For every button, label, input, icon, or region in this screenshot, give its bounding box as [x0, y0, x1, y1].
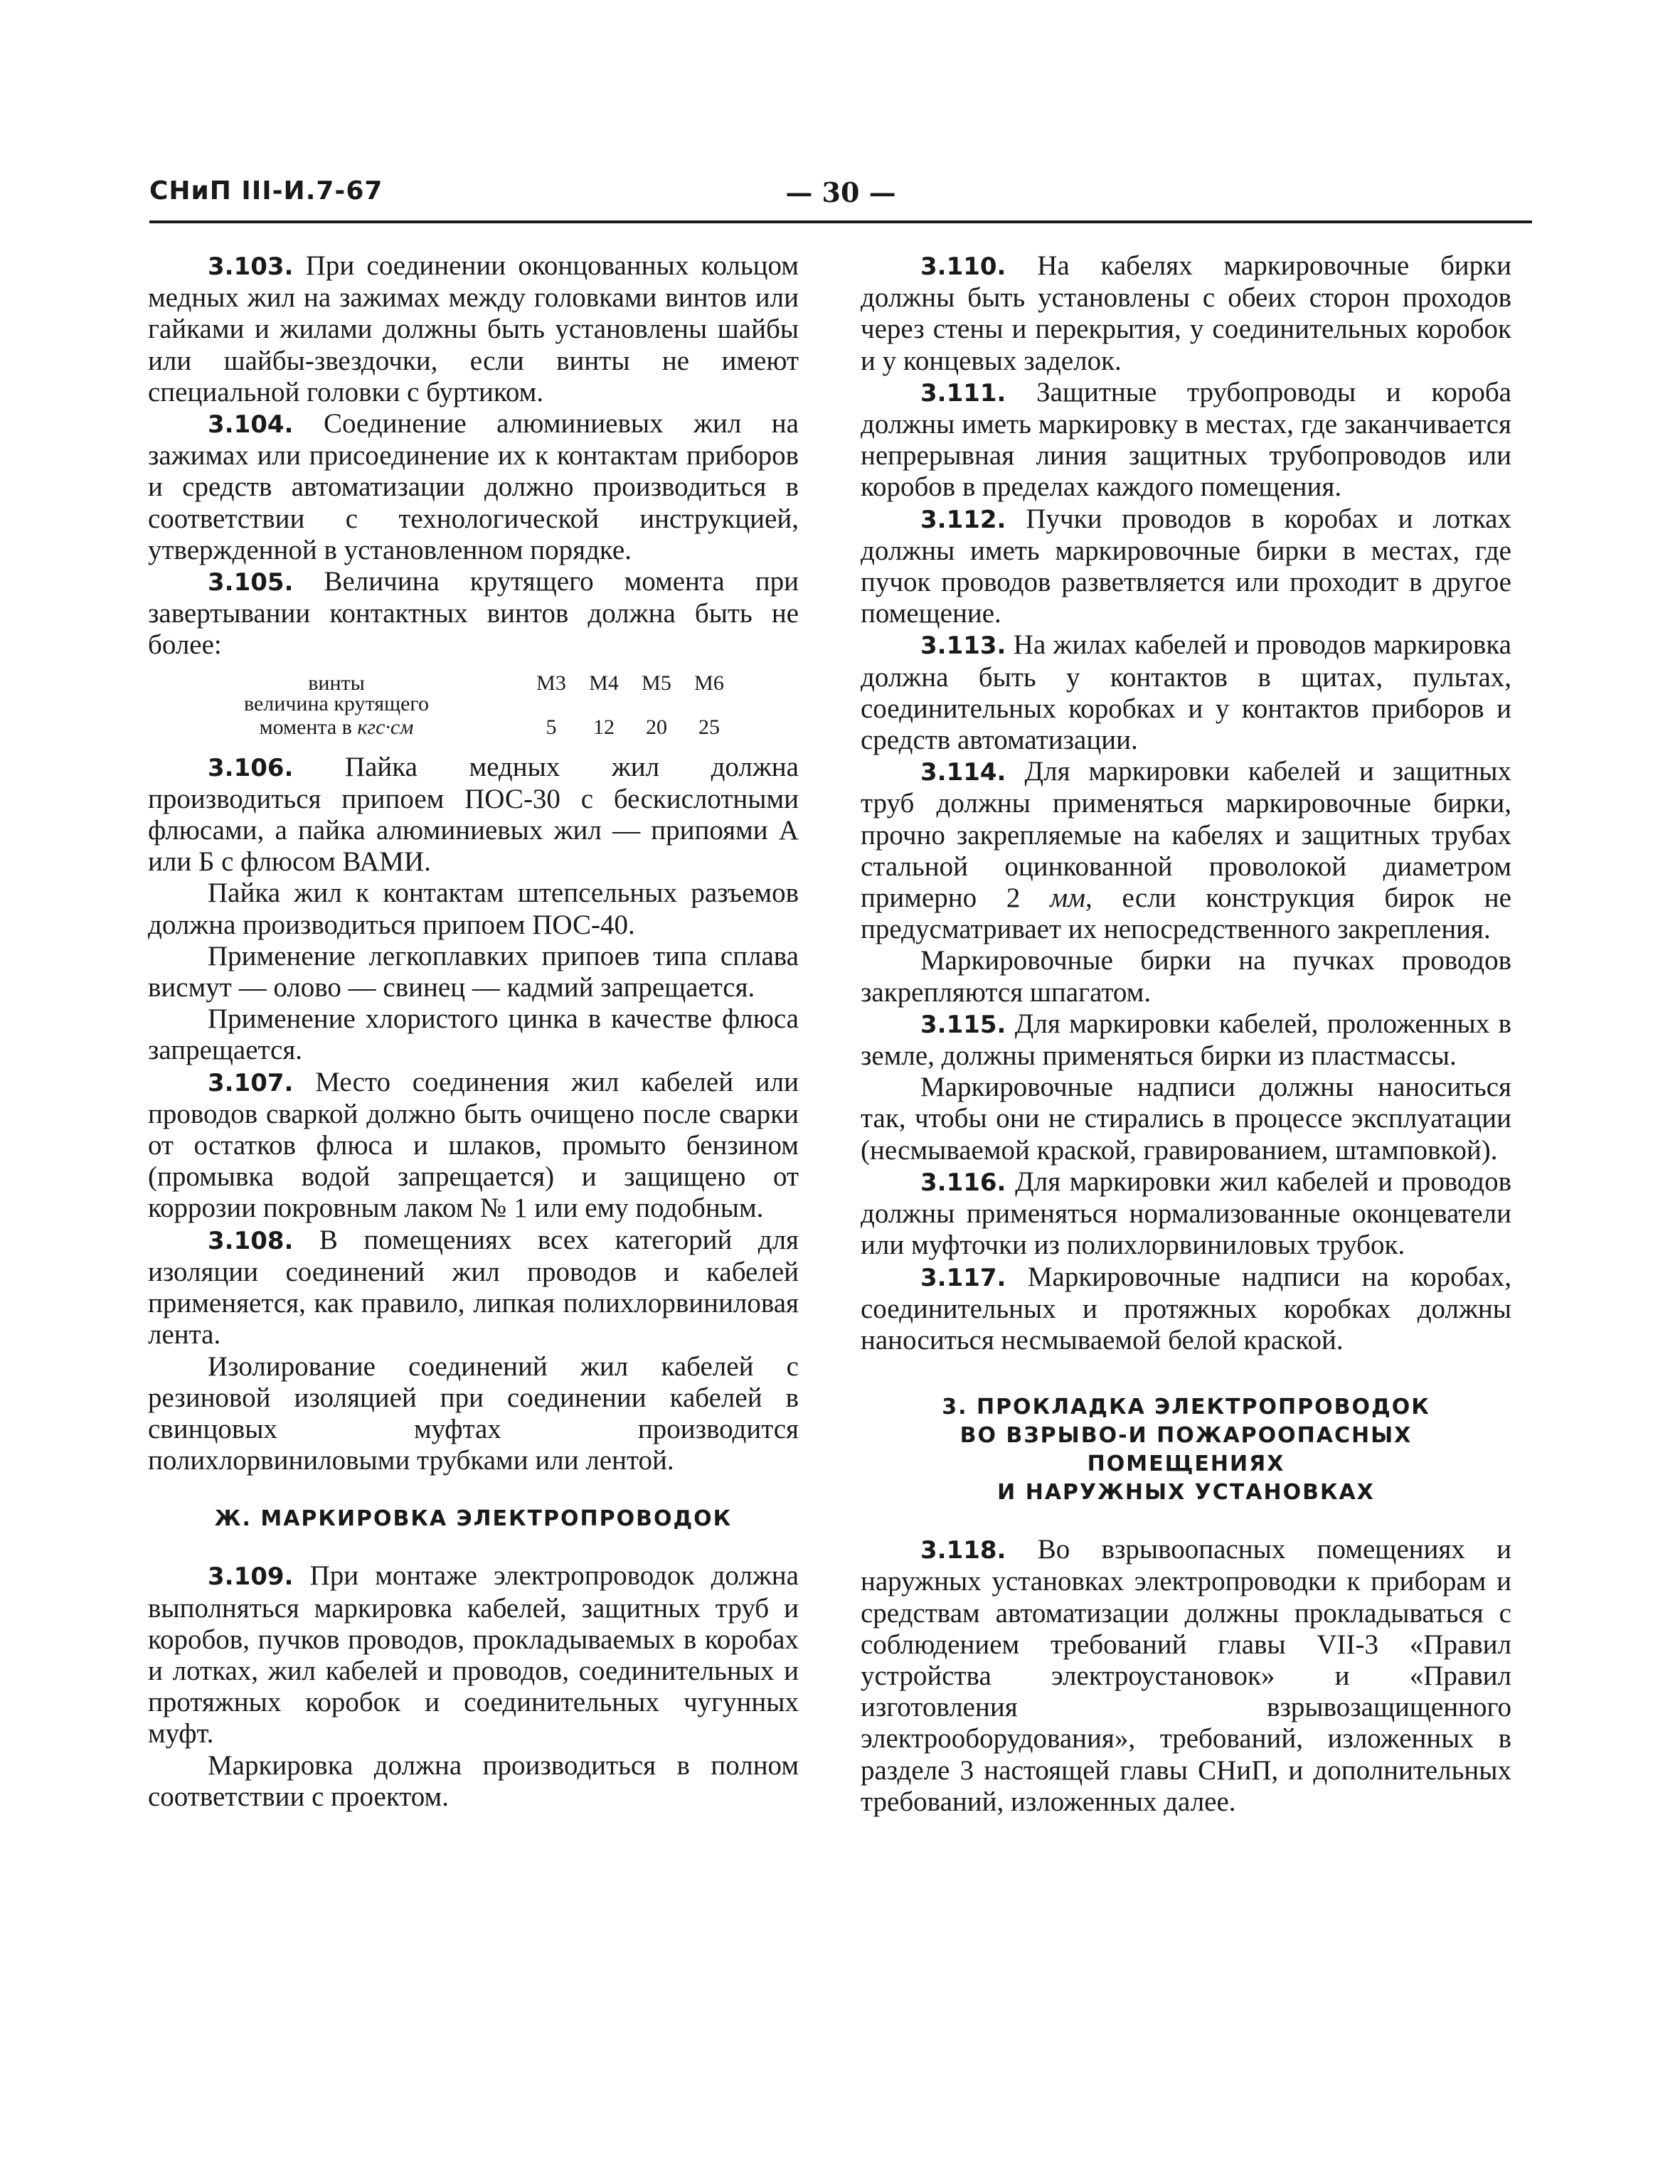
page-header: [149, 176, 1532, 223]
clause-number: 3.116.: [920, 1168, 1006, 1197]
clause-text: Защитные трубопроводы и короба должны иметь маркировку в местах, где заканчивается непрерывная линия защитных трубопроводов или коробов в пределах каждого помещения.: [861, 376, 1511, 503]
section-heading-line: И НАРУЖНЫХ УСТАНОВКАХ: [997, 1480, 1375, 1506]
clause-number: 3.118.: [920, 1536, 1006, 1565]
clause-number: 3.115.: [920, 1010, 1006, 1039]
clause-number: 3.109.: [208, 1562, 294, 1592]
clause-text: Величина крутящего момента при завертывании контактных винтов должна быть не более:: [148, 566, 799, 661]
clause-number: 3.117.: [920, 1263, 1006, 1292]
clause-text: Для маркировки жил кабелей и проводов должны применяться нормализованные оконцеватели или муфточки из полихлорвиниловых трубок.: [861, 1166, 1511, 1261]
screw-size: М5: [642, 671, 671, 695]
clause-3-112: [861, 504, 1511, 630]
clause-3-114: [861, 756, 1511, 945]
torque-label-line: величина крутящего: [243, 691, 429, 715]
clause-number: 3.110.: [920, 252, 1006, 281]
clause-text: На кабелях маркировочные бирки должны быть установлены с обеих сторон проходов через стены и перекрытия, у соединительных коробок и у концевых заделок.: [861, 250, 1511, 376]
clause-number: 3.114.: [920, 758, 1006, 787]
clause-text: Пайка медных жил должна производиться припоем ПОС-30 с бескислотными флюсами, а пайка алюминиевых жил — припоями А или Б с флюсом ВАМИ.: [148, 751, 799, 878]
torque-unit: кгс·см: [357, 715, 414, 739]
clause-text: Маркировочные надписи на коробах, соединительных и протяжных коробках должны наноситься несмываемой белой краской.: [861, 1261, 1511, 1355]
document-code: СНиП III-И.7-67: [149, 176, 383, 206]
clause-3-107: [148, 1067, 799, 1225]
clause-number: 3.104.: [208, 410, 294, 440]
clause-3-114-b: Маркировочные бирки на пучках проводов закрепляются шпагатом.: [861, 945, 1511, 1008]
screw-size: М3: [536, 671, 566, 695]
clause-number: 3.105.: [208, 568, 294, 597]
clause-number: 3.112.: [920, 505, 1006, 534]
torque-label-line: [148, 715, 525, 739]
clause-3-108: [148, 1225, 799, 1351]
clause-number: 3.111.: [920, 378, 1006, 407]
clause-text: На жилах кабелей и проводов маркировка должна быть у контактов в щитах, пультах, соединительных коробках и у контактов приборов и средств автоматизации.: [861, 629, 1511, 756]
clause-text: Во взрывоопасных помещениях и наружных установках электропроводки к приборам и средствам автоматизации должны прокладываться с соблюдением требований главы VII-3 «Правил устройства электроустановок» и «Правил изготовления взрывозащищенного электрооборудования», требований, изложенных в разделе 3 настоящей главы СНиП, и дополнительных требований, изложенных далее.: [861, 1534, 1511, 1817]
clause-3-109: [148, 1560, 799, 1749]
clause-3-106-d: Применение хлористого цинка в качестве флюса запрещается.: [148, 1003, 799, 1066]
clause-3-106-b: Пайка жил к контактам штепсельных разъемов должна производиться припоем ПОС-40.: [148, 878, 799, 940]
section-heading-zh: Ж. МАРКИРОВКА ЭЛЕКТРОПРОВОДОК: [214, 1506, 733, 1532]
torque-label-screws: винты: [308, 671, 365, 695]
section-heading-line: 3. ПРОКЛАДКА ЭЛЕКТРОПРОВОДОК: [942, 1395, 1430, 1420]
screw-size: М4: [589, 671, 619, 695]
section-heading-z: [861, 1393, 1511, 1507]
clause-number: 3.113.: [920, 632, 1006, 661]
torque-value: 5: [546, 715, 557, 739]
clause-3-115: [861, 1008, 1511, 1072]
clause-3-109-b: Маркировка должна производиться в полном соответствии с проектом.: [148, 1749, 799, 1812]
section-heading-line: ВО ВЗРЫВО-И ПОЖАРООПАСНЫХ ПОМЕЩЕНИЯХ: [959, 1423, 1413, 1477]
torque-label-text: момента в: [259, 715, 358, 739]
clause-3-105: [148, 566, 799, 661]
clause-3-115-b: Маркировочные надписи должны наноситься так, чтобы они не стирались в процессе эксплуатации (несмываемой краской, гравированием, штамповкой).: [861, 1072, 1511, 1166]
clause-3-103: [148, 250, 799, 408]
clause-3-108-b: Изолирование соединений жил кабелей с резиновой изоляцией при соединении кабелей в свинцовых муфтах производится полихлорвиниловыми трубками или лентой.: [148, 1351, 799, 1476]
clause-3-116: [861, 1166, 1511, 1262]
page-number: — 30 —: [785, 176, 896, 208]
clause-number: 3.108.: [208, 1226, 294, 1255]
clause-text: При монтаже электропроводок должна выполняться маркировка кабелей, защитных труб и коробов, пучков проводов, прокладываемых в коробах и лотках, жил кабелей и проводов, соединительных и протяжных коробок и соединительных чугунных муфт.: [148, 1560, 799, 1749]
clause-3-110: [861, 250, 1511, 377]
clause-text: , если конструкция бирок не предусматривает их непосредственного закрепления.: [861, 883, 1511, 945]
clause-3-104: [148, 408, 799, 566]
torque-value: 12: [593, 715, 615, 739]
clause-number: 3.103.: [208, 252, 294, 281]
clause-3-117: [861, 1262, 1511, 1357]
clause-3-111: [861, 377, 1511, 504]
clause-text: При соединении оконцованных кольцом медных жил на зажимах между головками винтов или гайками и жилами должны быть установлены шайбы или шайбы-звездочки, если винты не имеют специальной головки с буртиком.: [148, 250, 799, 407]
clause-3-113: [861, 629, 1511, 756]
clause-text: Для маркировки кабелей и защитных труб должны применяться маркировочные бирки, прочно закрепляемые на кабелях и защитных трубах стальной оцинкованной проволокой диаметром примерно 2: [861, 756, 1511, 914]
screw-size: М6: [694, 671, 724, 695]
torque-row-values: [148, 692, 799, 739]
clause-text: Место соединения жил кабелей или проводов сваркой должно быть очищено после сварки от остатков флюса и шлаков, промыто бензином (промывка водой запрещается) и защищено от коррозии покровным лаком № 1 или ему подобным.: [148, 1066, 799, 1224]
clause-text: В помещениях всех категорий для изоляции соединений жил проводов и кабелей применяется, как правило, липкая полихлорвиниловая лента.: [148, 1224, 799, 1351]
clause-text: Пучки проводов в коробах и лотках должны иметь маркировочные бирки в местах, где пучок проводов разветвляется или проходит в другое помещение.: [861, 503, 1511, 629]
clause-text: Для маркировки кабелей, проложенных в земле, должны применяться бирки из пластмассы.: [861, 1008, 1511, 1072]
torque-value: 20: [646, 715, 667, 739]
torque-table: [148, 671, 799, 739]
torque-value: 25: [698, 715, 720, 739]
clause-number: 3.107.: [208, 1068, 294, 1097]
unit-mm: мм: [1050, 883, 1085, 914]
left-column: [148, 250, 799, 1813]
clause-3-118: [861, 1534, 1511, 1818]
clause-text: Соединение алюминиевых жил на зажимах или присоединение их к контактам приборов и средств автоматизации должно производиться в соответствии с технологической инструкцией, утвержденной в установленном порядке.: [148, 408, 799, 565]
clause-3-106: [148, 752, 799, 878]
clause-3-106-c: Применение легкоплавких припоев типа сплава висмут — олово — свинец — кадмий запрещается.: [148, 940, 799, 1003]
clause-number: 3.106.: [208, 753, 294, 782]
torque-label-moment: [148, 692, 525, 739]
right-column: [861, 250, 1511, 1818]
